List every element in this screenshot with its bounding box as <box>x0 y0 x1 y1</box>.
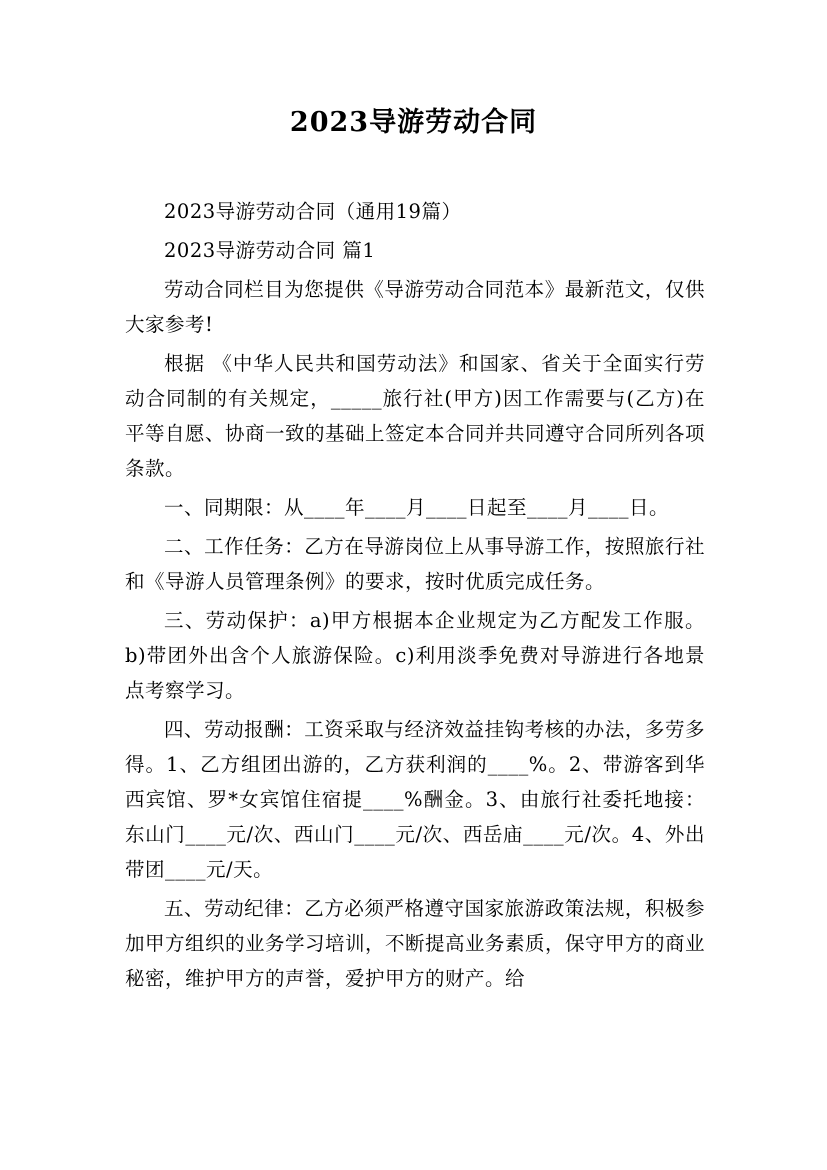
clause-tasks: 二、工作任务：乙方在导游岗位上从事导游工作，按照旅行社和《导游人员管理条例》的要求，按时优质完成任务。 <box>125 535 705 593</box>
section-heading: 2023导游劳动合同 篇1 <box>164 239 376 262</box>
preamble-paragraph: 根据 《中华人民共和国劳动法》和国家、省关于全面实行劳动合同制的有关规定，_____旅行社(甲方)因工作需要与(乙方)在平等自愿、协商一致的基础上签定本合同并共同遵守合同所列各项条款。 <box>125 352 706 480</box>
clause-discipline: 五、劳动纪律：乙方必须严格遵守国家旅游政策法规，积极参加甲方组织的业务学习培训，不断提高业务素质，保守甲方的商业秘密，维护甲方的声誉，爱护甲方的财产。给 <box>125 897 706 990</box>
subtitle-paragraph: 2023导游劳动合同（通用19篇） <box>164 200 462 223</box>
clause-term: 一、同期限：从____年____月____日起至____月____日。 <box>164 496 670 519</box>
clause-remuneration: 四、劳动报酬：工资采取与经济效益挂钩考核的办法，多劳多得。1、乙方组团出游的，乙方获利润的____%。2、带游客到华西宾馆、罗*女宾馆住宿提____%酬金。3、由旅行社委托地接：东山门____元/次、西山门____元/次、西岳庙____元/次。4、外出带团____元/天。 <box>125 718 705 881</box>
clause-protection: 三、劳动保护：a)甲方根据本企业规定为乙方配发工作服。b)带团外出含个人旅游保险。c)利用淡季免费对导游进行各地景点考察学习。 <box>125 609 705 702</box>
document-title: 2023导游劳动合同 <box>289 107 538 138</box>
intro-paragraph: 劳动合同栏目为您提供《导游劳动合同范本》最新范文，仅供大家参考! <box>125 278 705 336</box>
document-body <box>125 194 705 1000</box>
